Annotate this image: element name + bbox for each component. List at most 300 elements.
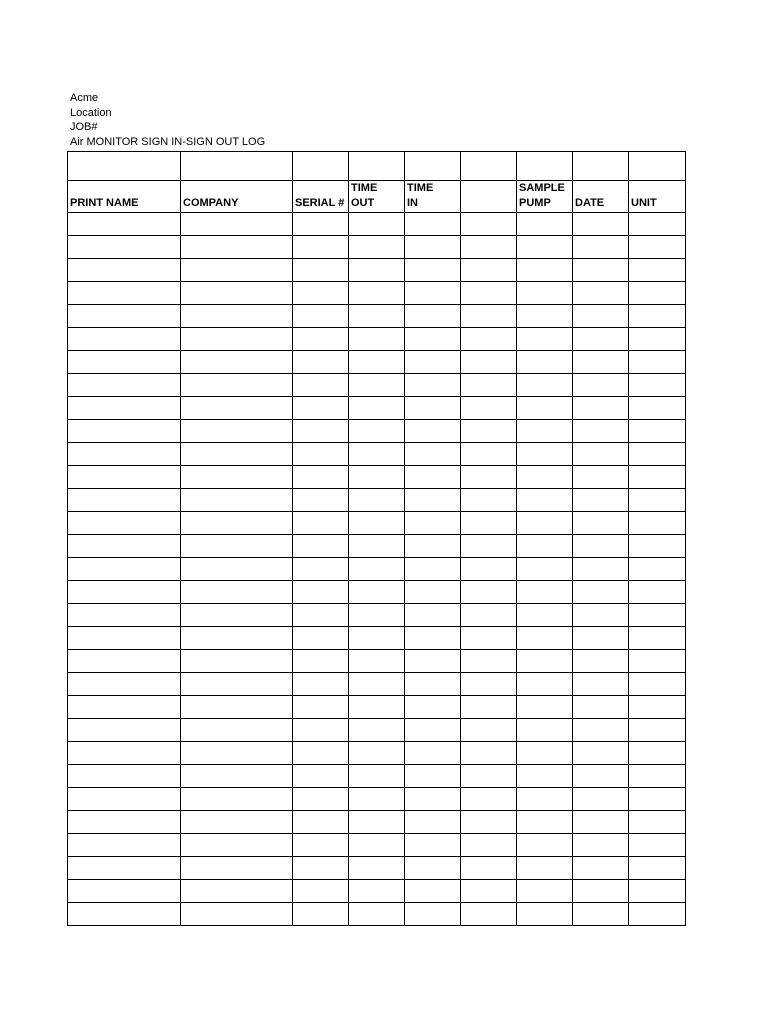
table-cell-company[interactable] [181,558,293,581]
table-cell-unit[interactable] [629,673,686,696]
table-cell-print-name[interactable] [68,811,181,834]
table-cell-sample-pump[interactable] [517,558,573,581]
table-cell-unit[interactable] [629,604,686,627]
table-cell-blank[interactable] [461,512,517,535]
table-cell-time-out[interactable] [349,236,405,259]
table-cell-date[interactable] [573,673,629,696]
table-cell-print-name[interactable] [68,420,181,443]
table-cell-company[interactable] [181,236,293,259]
table-cell-sample-pump[interactable] [517,259,573,282]
table-cell-date[interactable] [573,834,629,857]
table-cell-company[interactable] [181,351,293,374]
table-cell-date[interactable] [573,259,629,282]
table-row [68,765,686,788]
table-cell-serial[interactable] [293,374,349,397]
table-cell-serial[interactable] [293,788,349,811]
table-cell-date[interactable] [573,581,629,604]
table-cell-sample-pump[interactable] [517,282,573,305]
table-cell-time-out[interactable] [349,765,405,788]
table-cell-sample-pump[interactable] [517,512,573,535]
table-cell-unit[interactable] [629,236,686,259]
table-cell-print-name[interactable] [68,328,181,351]
table-cell-blank[interactable] [461,627,517,650]
table-cell-company[interactable] [181,719,293,742]
table-cell-sample-pump[interactable] [517,374,573,397]
table-cell-serial[interactable] [293,673,349,696]
table-cell-sample-pump[interactable] [517,627,573,650]
table-cell-date[interactable] [573,604,629,627]
table-cell-serial[interactable] [293,834,349,857]
table-cell-blank[interactable] [461,420,517,443]
table-cell-sample-pump[interactable] [517,834,573,857]
table-cell-time-out[interactable] [349,213,405,236]
table-cell-serial[interactable] [293,811,349,834]
table-cell-serial[interactable] [293,627,349,650]
table-cell-date[interactable] [573,627,629,650]
table-cell-print-name[interactable] [68,443,181,466]
table-cell-blank[interactable] [461,558,517,581]
table-cell-time-in[interactable] [405,374,461,397]
table-cell-company[interactable] [181,489,293,512]
table-cell-time-out[interactable] [349,259,405,282]
table-cell-unit[interactable] [629,420,686,443]
table-cell-serial[interactable] [293,213,349,236]
table-cell[interactable] [293,152,349,181]
table-cell-date[interactable] [573,512,629,535]
log-title: Air MONITOR SIGN IN-SIGN OUT LOG [70,135,266,148]
table-cell-unit[interactable] [629,834,686,857]
table-cell-date[interactable] [573,328,629,351]
table-cell-company[interactable] [181,788,293,811]
table-cell-date[interactable] [573,236,629,259]
table-cell-sample-pump[interactable] [517,742,573,765]
table-cell-time-in[interactable] [405,443,461,466]
column-header-company: COMPANY [181,181,293,213]
table-cell-time-out[interactable] [349,673,405,696]
table-cell-blank[interactable] [461,213,517,236]
table-cell-unit[interactable] [629,305,686,328]
table-cell-date[interactable] [573,903,629,926]
table-cell-time-out[interactable] [349,627,405,650]
table-cell-blank[interactable] [461,581,517,604]
table-cell-company[interactable] [181,604,293,627]
table-cell-time-in[interactable] [405,673,461,696]
table-cell-time-in[interactable] [405,259,461,282]
table-cell-time-in[interactable] [405,650,461,673]
table-cell-print-name[interactable] [68,374,181,397]
table-cell-blank[interactable] [461,719,517,742]
table-cell-time-in[interactable] [405,328,461,351]
table-cell-print-name[interactable] [68,742,181,765]
table-cell-print-name[interactable] [68,903,181,926]
table-cell-blank[interactable] [461,696,517,719]
table-cell-company[interactable] [181,811,293,834]
table-cell-sample-pump[interactable] [517,719,573,742]
table-cell-time-in[interactable] [405,811,461,834]
table-cell-unit[interactable] [629,328,686,351]
table-cell[interactable] [573,152,629,181]
table-cell-unit[interactable] [629,282,686,305]
table-cell-date[interactable] [573,880,629,903]
table-cell-company[interactable] [181,213,293,236]
table-cell-time-out[interactable] [349,466,405,489]
table-cell-time-in[interactable] [405,213,461,236]
table-cell-date[interactable] [573,397,629,420]
table-cell-company[interactable] [181,466,293,489]
table-cell-time-out[interactable] [349,397,405,420]
table-cell-sample-pump[interactable] [517,673,573,696]
table-cell-time-out[interactable] [349,351,405,374]
table-cell-unit[interactable] [629,719,686,742]
table-cell-company[interactable] [181,627,293,650]
table-cell-time-in[interactable] [405,742,461,765]
table-cell-sample-pump[interactable] [517,880,573,903]
table-cell-company[interactable] [181,696,293,719]
table-cell-serial[interactable] [293,466,349,489]
table-cell-date[interactable] [573,857,629,880]
table-cell-serial[interactable] [293,903,349,926]
table-cell-sample-pump[interactable] [517,765,573,788]
table-cell-sample-pump[interactable] [517,466,573,489]
table-cell-blank[interactable] [461,282,517,305]
table-cell-time-in[interactable] [405,604,461,627]
table-cell-time-out[interactable] [349,719,405,742]
table-cell-serial[interactable] [293,857,349,880]
table-cell-serial[interactable] [293,397,349,420]
table-cell-company[interactable] [181,765,293,788]
table-cell-print-name[interactable] [68,512,181,535]
table-cell-company[interactable] [181,512,293,535]
table-cell-date[interactable] [573,788,629,811]
table-cell-blank[interactable] [461,650,517,673]
table-cell-serial[interactable] [293,719,349,742]
table-cell-date[interactable] [573,742,629,765]
table-cell-serial[interactable] [293,765,349,788]
table-cell-time-out[interactable] [349,834,405,857]
table-cell-time-out[interactable] [349,903,405,926]
table-cell[interactable] [461,152,517,181]
table-cell-time-out[interactable] [349,558,405,581]
table-cell-sample-pump[interactable] [517,788,573,811]
table-cell-blank[interactable] [461,880,517,903]
table-cell-print-name[interactable] [68,719,181,742]
table-row [68,604,686,627]
table-cell-time-in[interactable] [405,397,461,420]
table-cell-print-name[interactable] [68,305,181,328]
table-cell-serial[interactable] [293,236,349,259]
table-cell-serial[interactable] [293,420,349,443]
table-cell-sample-pump[interactable] [517,604,573,627]
table-cell-serial[interactable] [293,305,349,328]
table-cell-date[interactable] [573,811,629,834]
table-cell-time-out[interactable] [349,374,405,397]
table-cell-blank[interactable] [461,535,517,558]
table-cell-serial[interactable] [293,742,349,765]
table-cell-blank[interactable] [461,857,517,880]
table-cell-print-name[interactable] [68,880,181,903]
table-cell-time-in[interactable] [405,788,461,811]
table-cell-unit[interactable] [629,696,686,719]
table-cell-time-in[interactable] [405,903,461,926]
table-cell-time-out[interactable] [349,788,405,811]
table-cell-sample-pump[interactable] [517,696,573,719]
table-cell-serial[interactable] [293,696,349,719]
table-cell-date[interactable] [573,466,629,489]
column-header-print-name: PRINT NAME [68,181,181,213]
table-cell-sample-pump[interactable] [517,213,573,236]
table-cell-date[interactable] [573,305,629,328]
table-cell-blank[interactable] [461,374,517,397]
table-cell-company[interactable] [181,420,293,443]
table-cell-time-out[interactable] [349,581,405,604]
table-cell-time-out[interactable] [349,420,405,443]
table-cell-print-name[interactable] [68,604,181,627]
table-cell-company[interactable] [181,374,293,397]
table-cell-unit[interactable] [629,903,686,926]
table-cell-time-in[interactable] [405,535,461,558]
table-cell-sample-pump[interactable] [517,351,573,374]
table-cell-unit[interactable] [629,259,686,282]
table-cell-blank[interactable] [461,489,517,512]
table-cell-print-name[interactable] [68,535,181,558]
table-cell-time-in[interactable] [405,558,461,581]
table-row [68,627,686,650]
table-cell-time-in[interactable] [405,719,461,742]
table-cell-print-name[interactable] [68,397,181,420]
table-cell-blank[interactable] [461,443,517,466]
table-cell-time-in[interactable] [405,834,461,857]
table-cell-company[interactable] [181,535,293,558]
table-cell[interactable] [517,152,573,181]
table-cell-time-in[interactable] [405,466,461,489]
table-cell-print-name[interactable] [68,466,181,489]
table-cell-print-name[interactable] [68,765,181,788]
table-cell-unit[interactable] [629,351,686,374]
table-cell-serial[interactable] [293,282,349,305]
table-cell-serial[interactable] [293,489,349,512]
table-cell-unit[interactable] [629,581,686,604]
table-cell-company[interactable] [181,443,293,466]
table-cell-time-in[interactable] [405,880,461,903]
table-cell-company[interactable] [181,834,293,857]
table-cell-unit[interactable] [629,466,686,489]
table-cell-date[interactable] [573,282,629,305]
table-cell-blank[interactable] [461,811,517,834]
table-cell[interactable] [68,152,181,181]
table-cell-blank[interactable] [461,351,517,374]
table-cell-time-in[interactable] [405,489,461,512]
table-cell-blank[interactable] [461,397,517,420]
table-cell-time-out[interactable] [349,282,405,305]
table-cell-date[interactable] [573,765,629,788]
table-cell-time-in[interactable] [405,305,461,328]
table-cell-print-name[interactable] [68,236,181,259]
table-cell-blank[interactable] [461,466,517,489]
table-cell-serial[interactable] [293,259,349,282]
table-cell-print-name[interactable] [68,558,181,581]
table-row [68,397,686,420]
table-cell-serial[interactable] [293,351,349,374]
table-cell-print-name[interactable] [68,259,181,282]
table-cell-unit[interactable] [629,558,686,581]
location-label: Location [70,106,112,119]
table-cell-print-name[interactable] [68,673,181,696]
table-cell-blank[interactable] [461,903,517,926]
table-cell-date[interactable] [573,535,629,558]
table-cell-sample-pump[interactable] [517,581,573,604]
table-cell-unit[interactable] [629,650,686,673]
table-cell-time-out[interactable] [349,328,405,351]
table-cell-date[interactable] [573,719,629,742]
table-cell-time-in[interactable] [405,581,461,604]
table-cell-company[interactable] [181,857,293,880]
table-row [68,857,686,880]
table-cell-time-out[interactable] [349,512,405,535]
table-cell-serial[interactable] [293,581,349,604]
table-cell-company[interactable] [181,903,293,926]
table-cell-sample-pump[interactable] [517,236,573,259]
table-cell-date[interactable] [573,489,629,512]
table-cell-date[interactable] [573,443,629,466]
table-cell-time-out[interactable] [349,535,405,558]
table-cell-print-name[interactable] [68,788,181,811]
table-cell-sample-pump[interactable] [517,443,573,466]
table-cell-unit[interactable] [629,397,686,420]
table-cell-serial[interactable] [293,558,349,581]
table-cell-company[interactable] [181,282,293,305]
table-cell-serial[interactable] [293,880,349,903]
table-cell-time-in[interactable] [405,512,461,535]
table-cell-blank[interactable] [461,236,517,259]
table-cell-date[interactable] [573,696,629,719]
table-cell-print-name[interactable] [68,489,181,512]
table-cell-date[interactable] [573,650,629,673]
table-cell-unit[interactable] [629,788,686,811]
table-cell-print-name[interactable] [68,857,181,880]
table-cell-time-out[interactable] [349,857,405,880]
table-cell-unit[interactable] [629,535,686,558]
table-cell-blank[interactable] [461,259,517,282]
table-cell-time-out[interactable] [349,443,405,466]
table-cell-unit[interactable] [629,811,686,834]
table-cell[interactable] [349,152,405,181]
table-cell-print-name[interactable] [68,282,181,305]
table-cell-time-out[interactable] [349,742,405,765]
table-cell-time-in[interactable] [405,282,461,305]
table-cell-company[interactable] [181,880,293,903]
table-cell-time-out[interactable] [349,696,405,719]
table-cell-time-out[interactable] [349,305,405,328]
table-cell-unit[interactable] [629,512,686,535]
table-cell-company[interactable] [181,328,293,351]
table-cell-print-name[interactable] [68,834,181,857]
table-cell-unit[interactable] [629,443,686,466]
table-cell-serial[interactable] [293,604,349,627]
table-cell-print-name[interactable] [68,581,181,604]
table-cell-blank[interactable] [461,673,517,696]
table-cell-blank[interactable] [461,834,517,857]
table-cell-time-in[interactable] [405,765,461,788]
table-row [68,903,686,926]
table-cell-company[interactable] [181,305,293,328]
table-cell-print-name[interactable] [68,650,181,673]
table-cell-serial[interactable] [293,443,349,466]
table-cell-serial[interactable] [293,328,349,351]
table-cell-sample-pump[interactable] [517,811,573,834]
table-cell-unit[interactable] [629,742,686,765]
table-cell-blank[interactable] [461,742,517,765]
table-cell[interactable] [405,152,461,181]
table-cell-unit[interactable] [629,880,686,903]
table-cell-sample-pump[interactable] [517,857,573,880]
table-cell-sample-pump[interactable] [517,650,573,673]
table-cell-time-in[interactable] [405,420,461,443]
table-cell-time-in[interactable] [405,351,461,374]
table-cell-serial[interactable] [293,512,349,535]
table-cell-unit[interactable] [629,627,686,650]
table-cell-sample-pump[interactable] [517,489,573,512]
table-cell-company[interactable] [181,581,293,604]
table-cell-blank[interactable] [461,328,517,351]
table-cell-date[interactable] [573,351,629,374]
table-cell-print-name[interactable] [68,696,181,719]
table-cell-date[interactable] [573,558,629,581]
sign-in-out-table [67,151,686,926]
table-cell-unit[interactable] [629,374,686,397]
table-cell[interactable] [181,152,293,181]
table-cell-company[interactable] [181,650,293,673]
table-cell-sample-pump[interactable] [517,420,573,443]
table-cell-company[interactable] [181,673,293,696]
table-cell-blank[interactable] [461,604,517,627]
table-cell-print-name[interactable] [68,213,181,236]
table-cell-blank[interactable] [461,788,517,811]
table-cell-time-in[interactable] [405,857,461,880]
table-cell-company[interactable] [181,742,293,765]
table-cell[interactable] [629,152,686,181]
table-cell-date[interactable] [573,374,629,397]
table-cell-sample-pump[interactable] [517,305,573,328]
table-cell-date[interactable] [573,213,629,236]
table-cell-sample-pump[interactable] [517,535,573,558]
table-cell-unit[interactable] [629,213,686,236]
table-cell-unit[interactable] [629,765,686,788]
table-cell-time-in[interactable] [405,696,461,719]
table-cell-date[interactable] [573,420,629,443]
table-cell-blank[interactable] [461,765,517,788]
table-cell-unit[interactable] [629,857,686,880]
table-cell-sample-pump[interactable] [517,397,573,420]
table-cell-company[interactable] [181,259,293,282]
table-cell-serial[interactable] [293,535,349,558]
table-cell-print-name[interactable] [68,351,181,374]
table-cell-time-in[interactable] [405,236,461,259]
table-cell-sample-pump[interactable] [517,903,573,926]
table-cell-company[interactable] [181,397,293,420]
table-cell-time-out[interactable] [349,604,405,627]
column-header-blank [461,181,517,213]
table-cell-time-out[interactable] [349,880,405,903]
table-cell-sample-pump[interactable] [517,328,573,351]
table-cell-time-out[interactable] [349,811,405,834]
table-cell-time-out[interactable] [349,650,405,673]
table-cell-time-out[interactable] [349,489,405,512]
table-cell-serial[interactable] [293,650,349,673]
table-cell-unit[interactable] [629,489,686,512]
table-cell-time-in[interactable] [405,627,461,650]
table-cell-blank[interactable] [461,305,517,328]
table-cell-print-name[interactable] [68,627,181,650]
